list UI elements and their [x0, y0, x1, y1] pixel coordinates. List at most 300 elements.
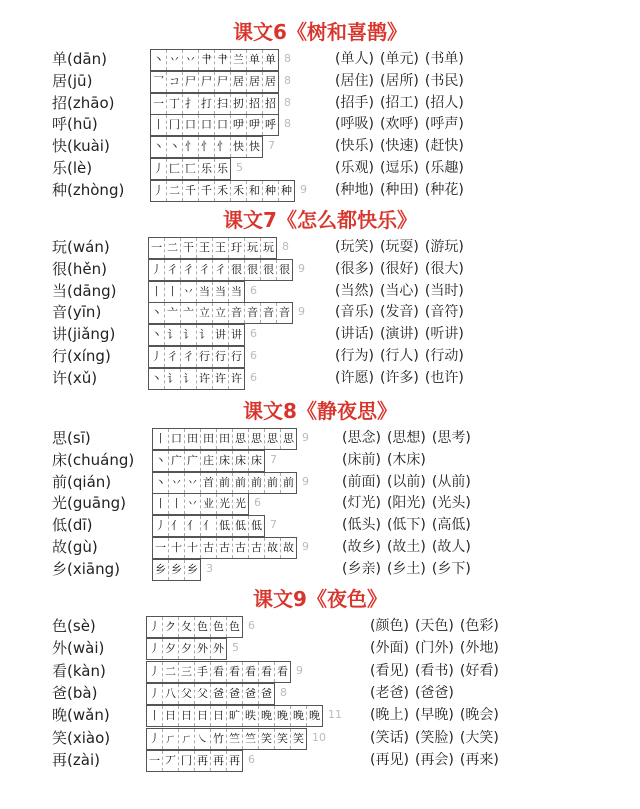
stroke-step: 二 [163, 662, 179, 682]
character-pinyin [52, 727, 110, 749]
stroke-order-grid [150, 180, 295, 202]
paren-open: ( [414, 684, 421, 701]
stroke-step: 亠 [165, 303, 181, 323]
stroke-order-grid [150, 93, 279, 115]
stroke-count: 7 [270, 518, 277, 532]
stroke-count: 8 [284, 95, 291, 109]
stroke-count: 5 [232, 641, 239, 655]
paren-open: ( [379, 239, 386, 255]
word-text: 低下 [392, 517, 421, 534]
stroke-step: 业 [201, 494, 217, 514]
paren-close: ) [375, 517, 381, 534]
stroke-step: 讠 [197, 325, 213, 345]
paren-close: ) [458, 304, 464, 321]
paren-close: ) [84, 429, 91, 447]
stroke-step: 外 [195, 639, 211, 659]
paren-open: ( [386, 430, 393, 446]
paren-close: ) [448, 640, 454, 657]
stroke-step: 扨 [231, 94, 247, 114]
pinyin: dāng [72, 281, 111, 300]
paren-open: ( [370, 684, 376, 701]
paren-open: ( [414, 729, 421, 746]
character: 晚 [52, 706, 68, 725]
stroke-step: 爸 [211, 684, 227, 704]
character: 床 [52, 450, 68, 469]
paren-close: ) [118, 180, 125, 199]
paren-close: ) [448, 707, 454, 724]
stroke-step: 肀 [215, 50, 231, 70]
paren-close: ) [368, 51, 374, 67]
word-item [415, 749, 454, 771]
paren-open: ( [424, 51, 431, 67]
stroke-step: 故 [283, 541, 294, 554]
pinyin: chuáng [72, 450, 129, 469]
character-pinyin [52, 179, 124, 201]
pinyin: hěn [72, 259, 102, 278]
character: 许 [52, 368, 68, 387]
paren-close: ) [413, 181, 419, 198]
stroke-step: 禾 [215, 181, 231, 201]
paren-open: ( [67, 728, 73, 747]
paren-close: ) [91, 683, 98, 702]
pinyin: hū [72, 115, 92, 134]
stroke-step: 古 [233, 538, 249, 558]
word-item [460, 615, 499, 637]
word-text: 再来 [465, 751, 494, 768]
paren-open: ( [386, 517, 393, 534]
stroke-step: 单 [265, 53, 276, 66]
stroke-step: 玩 [263, 241, 274, 254]
stroke-step: 行 [197, 347, 213, 367]
stroke-step: 很 [279, 262, 290, 276]
word-item [425, 258, 464, 280]
word-list [335, 135, 464, 157]
paren-open: ( [431, 539, 438, 555]
word-item [380, 70, 419, 92]
stroke-step: 丶 [149, 303, 165, 323]
word-list [335, 236, 464, 258]
stroke-step: 口 [199, 115, 215, 135]
paren-close: ) [128, 450, 135, 469]
stroke-step: 床 [217, 451, 233, 471]
stroke-step: 匸 [183, 159, 199, 179]
stroke-step: 立 [197, 303, 213, 323]
word-text: 早晚 [420, 707, 449, 724]
word-text: 当然 [340, 282, 369, 299]
stroke-step: 光 [217, 494, 233, 514]
paren-close: ) [493, 640, 499, 657]
word-item [387, 514, 426, 536]
character-pinyin [52, 615, 96, 637]
stroke-count: 5 [236, 161, 243, 174]
stroke-step: 讠 [181, 325, 197, 345]
stroke-step: 尸 [183, 72, 199, 92]
stroke-count: 8 [284, 117, 291, 131]
word-text: 爸爸 [420, 684, 449, 701]
word-item [342, 427, 381, 449]
word-list [370, 749, 499, 771]
stroke-order-grid [146, 705, 323, 727]
paren-open: ( [379, 181, 386, 198]
stroke-step: 晚 [275, 706, 291, 726]
stroke-step: 再 [229, 753, 240, 767]
stroke-step: 丶 [167, 137, 183, 157]
word-text: 外地 [465, 640, 494, 657]
stroke-step: 二 [165, 238, 181, 258]
pinyin: guāng [72, 494, 121, 513]
paren-open: ( [67, 516, 73, 535]
stroke-step: 田 [217, 429, 233, 449]
character-pinyin [52, 471, 111, 493]
paren-open: ( [67, 115, 73, 134]
word-text: 发音 [385, 304, 414, 321]
stroke-step: 低 [233, 516, 249, 536]
word-list [335, 345, 464, 367]
character: 外 [52, 639, 68, 658]
pinyin: gù [72, 538, 92, 556]
stroke-step: 前 [217, 473, 233, 493]
paren-close: ) [105, 472, 112, 491]
word-item [335, 92, 374, 114]
character-pinyin [52, 637, 104, 659]
stroke-order-grid [148, 368, 245, 390]
word-item [415, 704, 454, 726]
word-text: 呼声 [430, 116, 459, 133]
word-text: 行动 [430, 348, 459, 364]
word-item [415, 660, 454, 682]
stroke-step: 玗 [229, 238, 245, 258]
paren-close: ) [458, 160, 464, 176]
character: 前 [52, 472, 68, 491]
paren-close: ) [375, 430, 381, 446]
stroke-step: 丆 [163, 751, 179, 771]
paren-close: ) [413, 239, 419, 255]
character: 思 [52, 429, 68, 447]
word-text: 逗乐 [385, 160, 414, 176]
character-row [0, 48, 640, 70]
stroke-step: 爸 [261, 686, 272, 700]
word-text: 床前 [347, 451, 376, 468]
paren-close: ) [413, 138, 419, 155]
word-item [335, 135, 374, 157]
stroke-step: 彳 [165, 260, 181, 280]
stroke-count: 9 [300, 182, 307, 196]
paren-open: ( [386, 451, 393, 468]
word-item [425, 113, 464, 135]
stroke-step: 晚 [309, 709, 320, 723]
character-pinyin [52, 427, 91, 449]
paren-close: ) [413, 369, 419, 386]
word-item [342, 471, 381, 493]
paren-open: ( [342, 517, 348, 534]
paren-open: ( [335, 72, 341, 89]
pinyin: xiào [72, 728, 105, 747]
paren-open: ( [424, 260, 431, 277]
stroke-step: 快 [231, 137, 247, 157]
stroke-step: 丷 [183, 50, 199, 70]
word-item [380, 323, 419, 345]
stroke-step: 音 [261, 303, 277, 323]
paren-close: ) [91, 115, 98, 134]
paren-open: ( [67, 472, 73, 491]
word-item [370, 615, 409, 637]
word-item [415, 682, 454, 704]
stroke-step: 爸 [243, 684, 259, 704]
stroke-step: 丿 [147, 617, 163, 637]
word-item [425, 367, 464, 389]
pinyin: kàn [72, 661, 100, 680]
word-item [425, 48, 464, 70]
word-item [380, 179, 419, 201]
stroke-order-grid [152, 450, 265, 472]
paren-close: ) [108, 93, 115, 112]
stroke-step: 一 [151, 94, 167, 114]
stroke-order-grid [150, 114, 279, 136]
word-text: 阳光 [392, 495, 421, 512]
word-item [432, 536, 471, 558]
stroke-count: 10 [312, 730, 326, 744]
word-text: 以前 [392, 473, 421, 490]
paren-close: ) [458, 260, 464, 277]
paren-open: ( [424, 181, 431, 198]
word-text: 很大 [430, 260, 459, 277]
word-text: 故土 [392, 539, 421, 555]
word-list [335, 323, 464, 345]
paren-close: ) [413, 51, 419, 67]
pinyin: sè [72, 617, 90, 635]
character-pinyin [52, 236, 110, 258]
stroke-step: 看 [211, 662, 227, 682]
paren-open: ( [459, 729, 466, 746]
character-row [0, 113, 640, 135]
stroke-step: 田 [185, 429, 201, 449]
character-row [0, 727, 640, 749]
pinyin: zhāo [72, 93, 109, 112]
stroke-step: 忄 [183, 137, 199, 157]
word-item [335, 301, 374, 323]
stroke-order-grid [146, 661, 291, 683]
stroke-step: 乡 [187, 562, 198, 576]
character-pinyin [52, 113, 98, 135]
word-item [370, 749, 409, 771]
word-text: 种花 [430, 181, 459, 198]
paren-close: ) [86, 71, 93, 90]
stroke-order-grid [148, 302, 293, 324]
paren-close: ) [420, 430, 426, 446]
stroke-step: 千 [199, 181, 215, 201]
word-text: 木床 [392, 451, 421, 468]
character: 看 [52, 661, 68, 680]
paren-open: ( [335, 239, 341, 255]
character-row [0, 682, 640, 704]
paren-open: ( [379, 51, 386, 67]
stroke-step: 广 [169, 451, 185, 471]
paren-open: ( [342, 473, 348, 490]
character-row [0, 427, 640, 449]
character-row [0, 536, 640, 558]
word-text: 呼吸 [340, 116, 369, 133]
character: 笑 [52, 728, 68, 747]
stroke-step: 看 [259, 662, 275, 682]
stroke-step: 彳 [165, 347, 181, 367]
word-text: 听讲 [430, 326, 459, 343]
stroke-step: 思 [283, 432, 294, 445]
stroke-step: 丿 [147, 729, 163, 749]
stroke-step: 打 [199, 94, 215, 114]
stroke-count: 9 [298, 261, 305, 275]
stroke-step: 低 [251, 519, 262, 533]
stroke-step: 忄 [215, 137, 231, 157]
word-item [425, 157, 464, 179]
paren-open: ( [459, 751, 466, 768]
word-text: 当时 [430, 282, 459, 299]
stroke-step: 爸 [227, 684, 243, 704]
paren-close: ) [368, 116, 374, 133]
word-text: 玩耍 [385, 239, 414, 255]
word-text: 演讲 [385, 326, 414, 343]
stroke-step: 古 [217, 538, 233, 558]
word-text: 看见 [375, 662, 404, 679]
paren-open: ( [386, 560, 393, 577]
stroke-step: 父 [195, 684, 211, 704]
stroke-step: 十 [185, 538, 201, 558]
word-item [432, 427, 471, 449]
word-text: 许愿 [340, 369, 369, 386]
word-text: 笑话 [375, 729, 404, 746]
paren-close: ) [89, 617, 96, 635]
character: 很 [52, 259, 68, 278]
character-row [0, 615, 640, 637]
paren-close: ) [368, 282, 374, 299]
pinyin: jiǎng [72, 325, 110, 344]
stroke-step: 思 [249, 429, 265, 449]
word-text: 低头 [347, 517, 376, 534]
word-item [335, 367, 374, 389]
word-item [415, 727, 454, 749]
stroke-count: 9 [302, 474, 309, 488]
word-item [380, 345, 419, 367]
character-row [0, 492, 640, 514]
word-item [432, 492, 471, 514]
paren-close: ) [368, 160, 374, 176]
word-text: 游玩 [430, 239, 459, 255]
stroke-step: 招 [265, 96, 276, 110]
paren-open: ( [379, 260, 386, 277]
paren-close: ) [493, 662, 499, 679]
stroke-step: 色 [229, 620, 240, 633]
character-row [0, 660, 640, 682]
stroke-step: 夂 [179, 617, 195, 637]
paren-close: ) [465, 473, 471, 490]
stroke-step: 讲 [213, 325, 229, 345]
stroke-step: 王 [213, 238, 229, 258]
paren-open: ( [67, 325, 73, 344]
paren-open: ( [335, 260, 341, 277]
paren-open: ( [335, 326, 341, 343]
word-item [335, 345, 374, 367]
paren-open: ( [67, 50, 73, 68]
word-list [335, 157, 464, 179]
character-pinyin [52, 48, 107, 70]
paren-open: ( [386, 495, 393, 512]
paren-open: ( [335, 51, 341, 67]
word-list [335, 92, 464, 114]
stroke-step: 很 [261, 260, 277, 280]
word-text: 快乐 [340, 138, 369, 155]
pinyin: dān [72, 50, 102, 68]
stroke-step: 千 [183, 181, 199, 201]
paren-close: ) [103, 238, 110, 256]
stroke-step: 冂 [167, 115, 183, 135]
word-item [387, 492, 426, 514]
word-item [380, 48, 419, 70]
word-text: 大笑 [465, 729, 494, 746]
stroke-step: 乐 [199, 159, 215, 179]
stroke-step: 许 [197, 369, 213, 389]
paren-close: ) [368, 260, 374, 277]
paren-open: ( [342, 495, 348, 512]
paren-open: ( [67, 303, 73, 322]
paren-close: ) [103, 137, 110, 156]
word-text: 乡土 [392, 560, 421, 577]
lesson-title: 课文9《夜色》 [253, 587, 387, 611]
stroke-step: 扌 [183, 94, 199, 114]
paren-open: ( [370, 640, 376, 657]
character-pinyin [52, 323, 115, 345]
stroke-step: 前 [233, 473, 249, 493]
character-pinyin [52, 492, 126, 514]
stroke-step: 许 [213, 369, 229, 389]
stroke-step: 竺 [227, 729, 243, 749]
word-item [425, 179, 464, 201]
paren-close: ) [403, 640, 409, 657]
character-row [0, 301, 640, 323]
word-list [335, 179, 464, 201]
word-list [342, 492, 471, 514]
word-item [380, 280, 419, 302]
stroke-step: 居 [231, 72, 247, 92]
stroke-step: コ [167, 72, 183, 92]
stroke-order-grid [152, 472, 297, 494]
character-pinyin [52, 704, 110, 726]
character: 爸 [52, 683, 68, 702]
paren-close: ) [368, 138, 374, 155]
paren-open: ( [424, 348, 431, 364]
paren-open: ( [414, 707, 421, 724]
paren-open: ( [414, 751, 421, 768]
stroke-step: ㄏ [179, 729, 195, 749]
stroke-count: 6 [250, 283, 257, 297]
stroke-step: 丷 [167, 50, 183, 70]
stroke-order-grid [148, 259, 293, 281]
word-text: 思想 [392, 430, 421, 446]
word-item [415, 615, 454, 637]
stroke-count: 9 [302, 540, 309, 553]
character-pinyin [52, 258, 107, 280]
word-text: 光头 [437, 495, 466, 512]
stroke-step: 夕 [179, 639, 195, 659]
stroke-step: 扫 [215, 94, 231, 114]
stroke-step: 竹 [211, 729, 227, 749]
stroke-step: 前 [249, 473, 265, 493]
stroke-count: 6 [248, 619, 255, 632]
word-text: 思考 [437, 430, 466, 446]
paren-open: ( [342, 451, 348, 468]
stroke-step: 前 [265, 473, 281, 493]
paren-open: ( [342, 430, 348, 446]
paren-close: ) [413, 160, 419, 176]
word-item [335, 179, 374, 201]
